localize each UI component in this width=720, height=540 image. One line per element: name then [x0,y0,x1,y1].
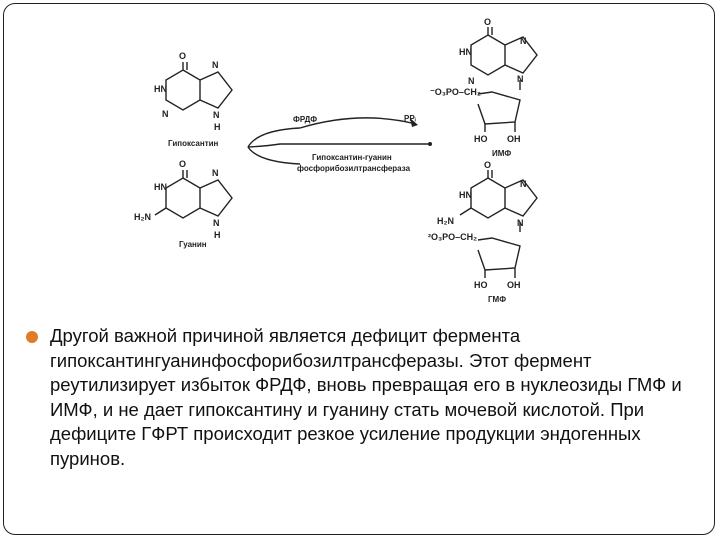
atom-n: N [213,110,220,120]
atom-o: O [484,17,492,27]
atom-hn: HN [459,47,472,57]
atom-ho: HO [474,134,488,144]
gmp-label: ГМФ [488,295,507,304]
atom-h: H [214,122,221,132]
byproduct-label: PPᵢ [404,114,416,123]
atom-n: N [468,76,475,86]
atom-oh: OH [507,280,521,290]
hypoxanthine-label: Гипоксантин [168,139,219,148]
atom-n: N [520,36,527,46]
atom-h: H [214,230,221,240]
imp-structure [430,17,537,144]
guanine-label: Гуанин [179,240,207,249]
guanine-structure [134,159,232,240]
atom-ho: HO [474,280,488,290]
atom-n: N [213,218,220,228]
atom-n: N [212,168,219,178]
atom-hn: HN [154,84,167,94]
enzyme-label-line1: Гипоксантин-гуанин [312,153,392,162]
enzyme-label-line2: фосфорибозилтрансфераза [297,164,411,173]
atom-oh: OH [507,134,521,144]
cofactor-label: ФРДФ [293,115,318,124]
gmp-structure [428,160,537,290]
atom-n: N [162,109,169,119]
atom-n: N [520,179,527,189]
atom-h2n: H₂N [134,212,151,222]
atom-n: N [517,74,524,84]
atom-o: O [179,51,187,61]
hypoxanthine-structure [154,51,232,132]
atom-o: O [484,160,492,170]
atom-n: N [212,60,219,70]
atom-hn: HN [154,182,167,192]
phosphate-group: ²O₃PO–CH₂ [428,232,478,242]
body-paragraph: Другой важной причиной является дефицит фермента гипоксантингуанинфосфорибозилтрансферазы. Этот фермент реутилизирует избыток ФРДФ, вновь превращая его в нуклеозиды ГМФ и ИМФ, и не дает гипоксантину и гуанину стать мочевой кислотой. При дефиците ГФРТ происходит резкое усиление продукции эндогенных пуринов. [50,325,682,469]
atom-h2n: H₂N [437,216,454,226]
atom-n: N [517,218,524,228]
phosphate-group: ⁻O₃PO–CH₂ [430,87,481,97]
atom-o: O [179,159,187,169]
atom-hn: HN [459,190,472,200]
bullet-point [26,331,38,343]
imp-label: ИМФ [492,149,512,158]
